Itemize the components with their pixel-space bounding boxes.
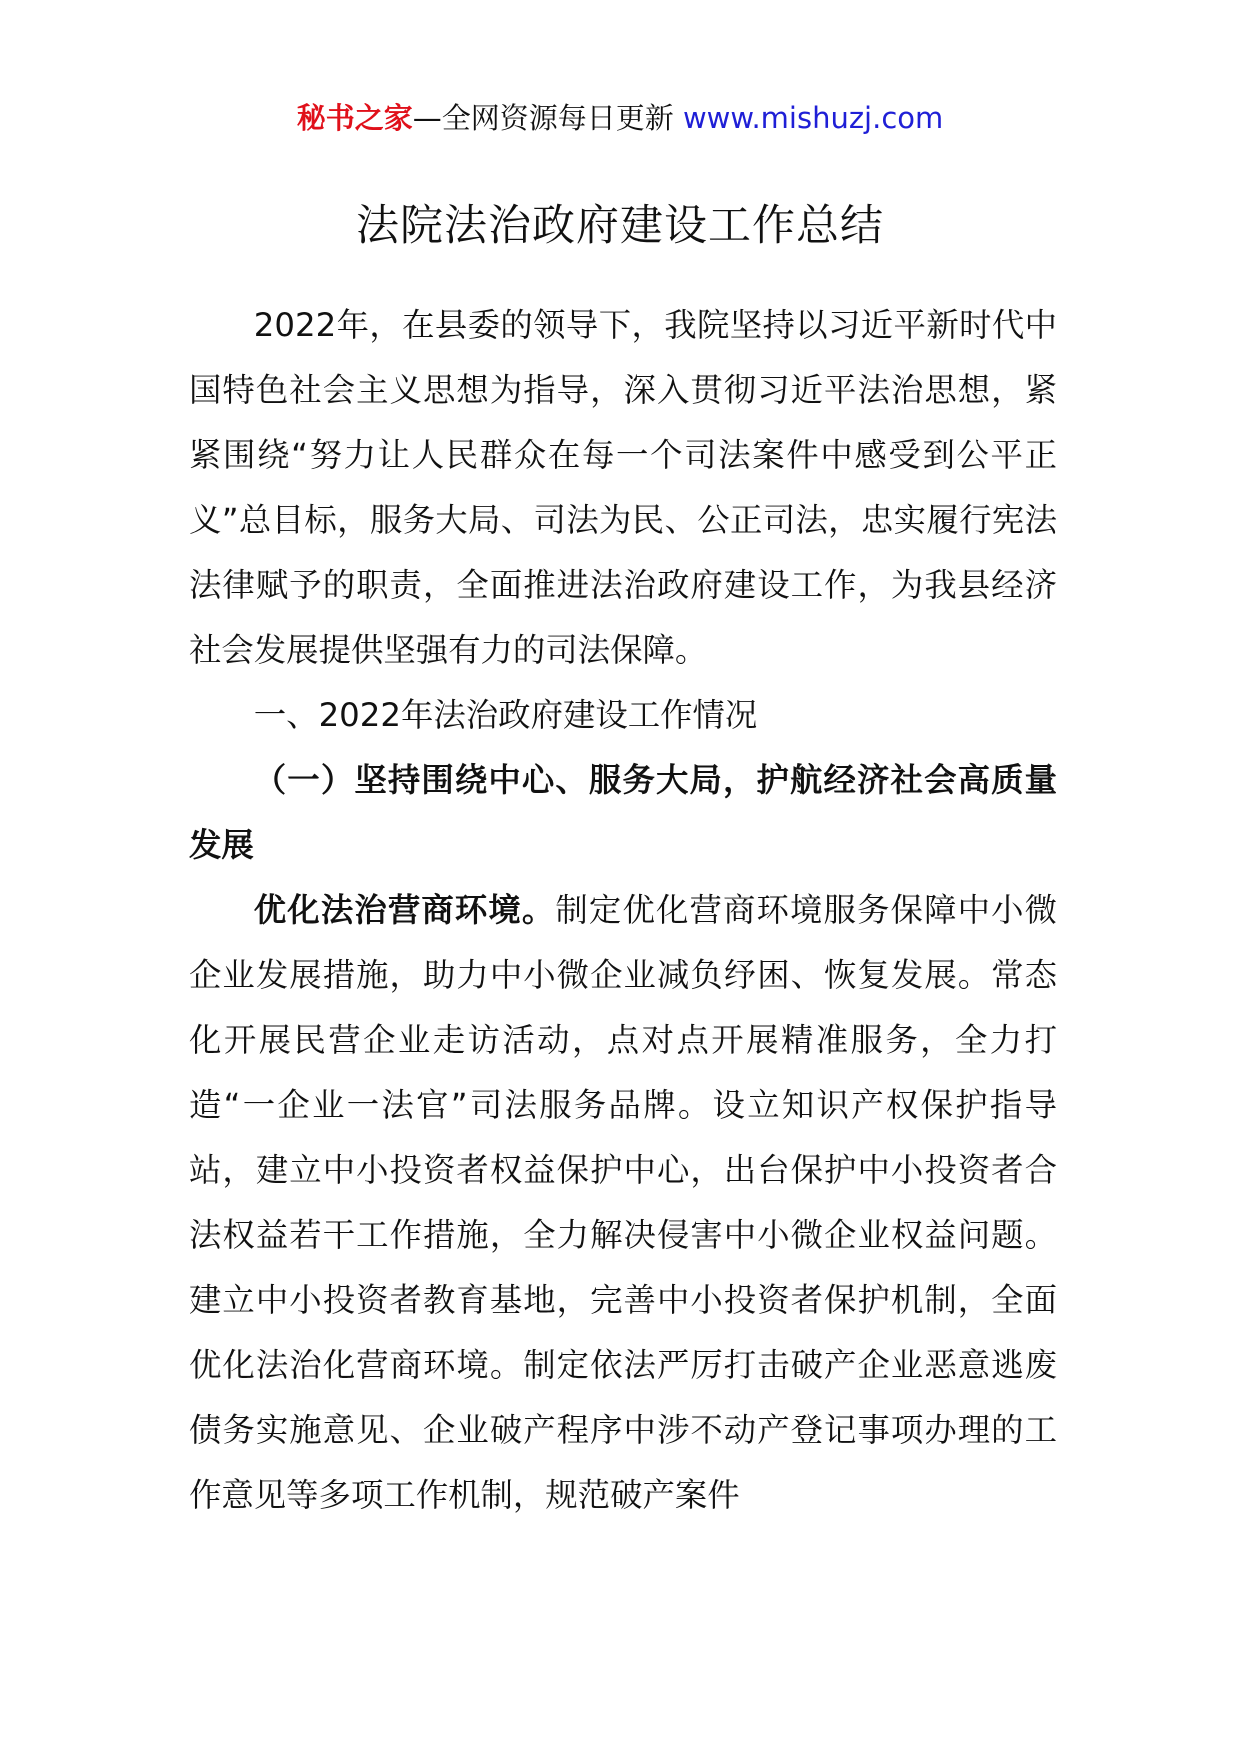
watermark-header [0, 98, 1240, 138]
paragraph-body: 制定优化营商环境服务保障中小微企业发展措施，助力中小微企业减负纾困、恢复发展。常态化开展民营企业走访活动，点对点开展精准服务，全力打造“一企业一法官”司法服务品牌。设立知识产权保护指导站，建立中小投资者权益保护中心，出台保护中小投资者合法权益若干工作措施，全力解决侵害中小微企业权益问题。建立中小投资者教育基地，完善中小投资者保护机制，全面优化法治化营商环境。制定依法严厉打击破产企业恶意逃废债务实施意见、企业破产程序中涉不动产登记事项办理的工作意见等多项工作机制，规范破产案件 [189, 891, 1058, 1514]
section-heading: 一、2022年法治政府建设工作情况 [253, 696, 758, 734]
subsection-heading: （一）坚持围绕中心、服务大局，护航经济社会高质量发展 [189, 761, 1057, 864]
header-slogan: —全网资源每日更新 [412, 101, 674, 135]
document-body [189, 293, 1057, 1528]
intro-paragraph: 2022年，在县委的领导下，我院坚持以习近平新时代中国特色社会主义思想为指导，深入贯彻习近平法治思想，紧紧围绕“努力让人民群众在每一个司法案件中感受到公平正义”总目标，服务大局、司法为民、公正司法，忠实履行宪法法律赋予的职责，全面推进法治政府建设工作，为我县经济社会发展提供坚强有力的司法保障。 [189, 306, 1057, 669]
body-paragraph [189, 878, 1057, 1528]
site-url-link[interactable]: www.mishuzj.com [682, 101, 944, 135]
document-title: 法院法治政府建设工作总结 [356, 201, 884, 251]
paragraph-lead: 优化法治营商环境。 [253, 891, 556, 929]
brand-name: 秘书之家 [296, 101, 413, 135]
